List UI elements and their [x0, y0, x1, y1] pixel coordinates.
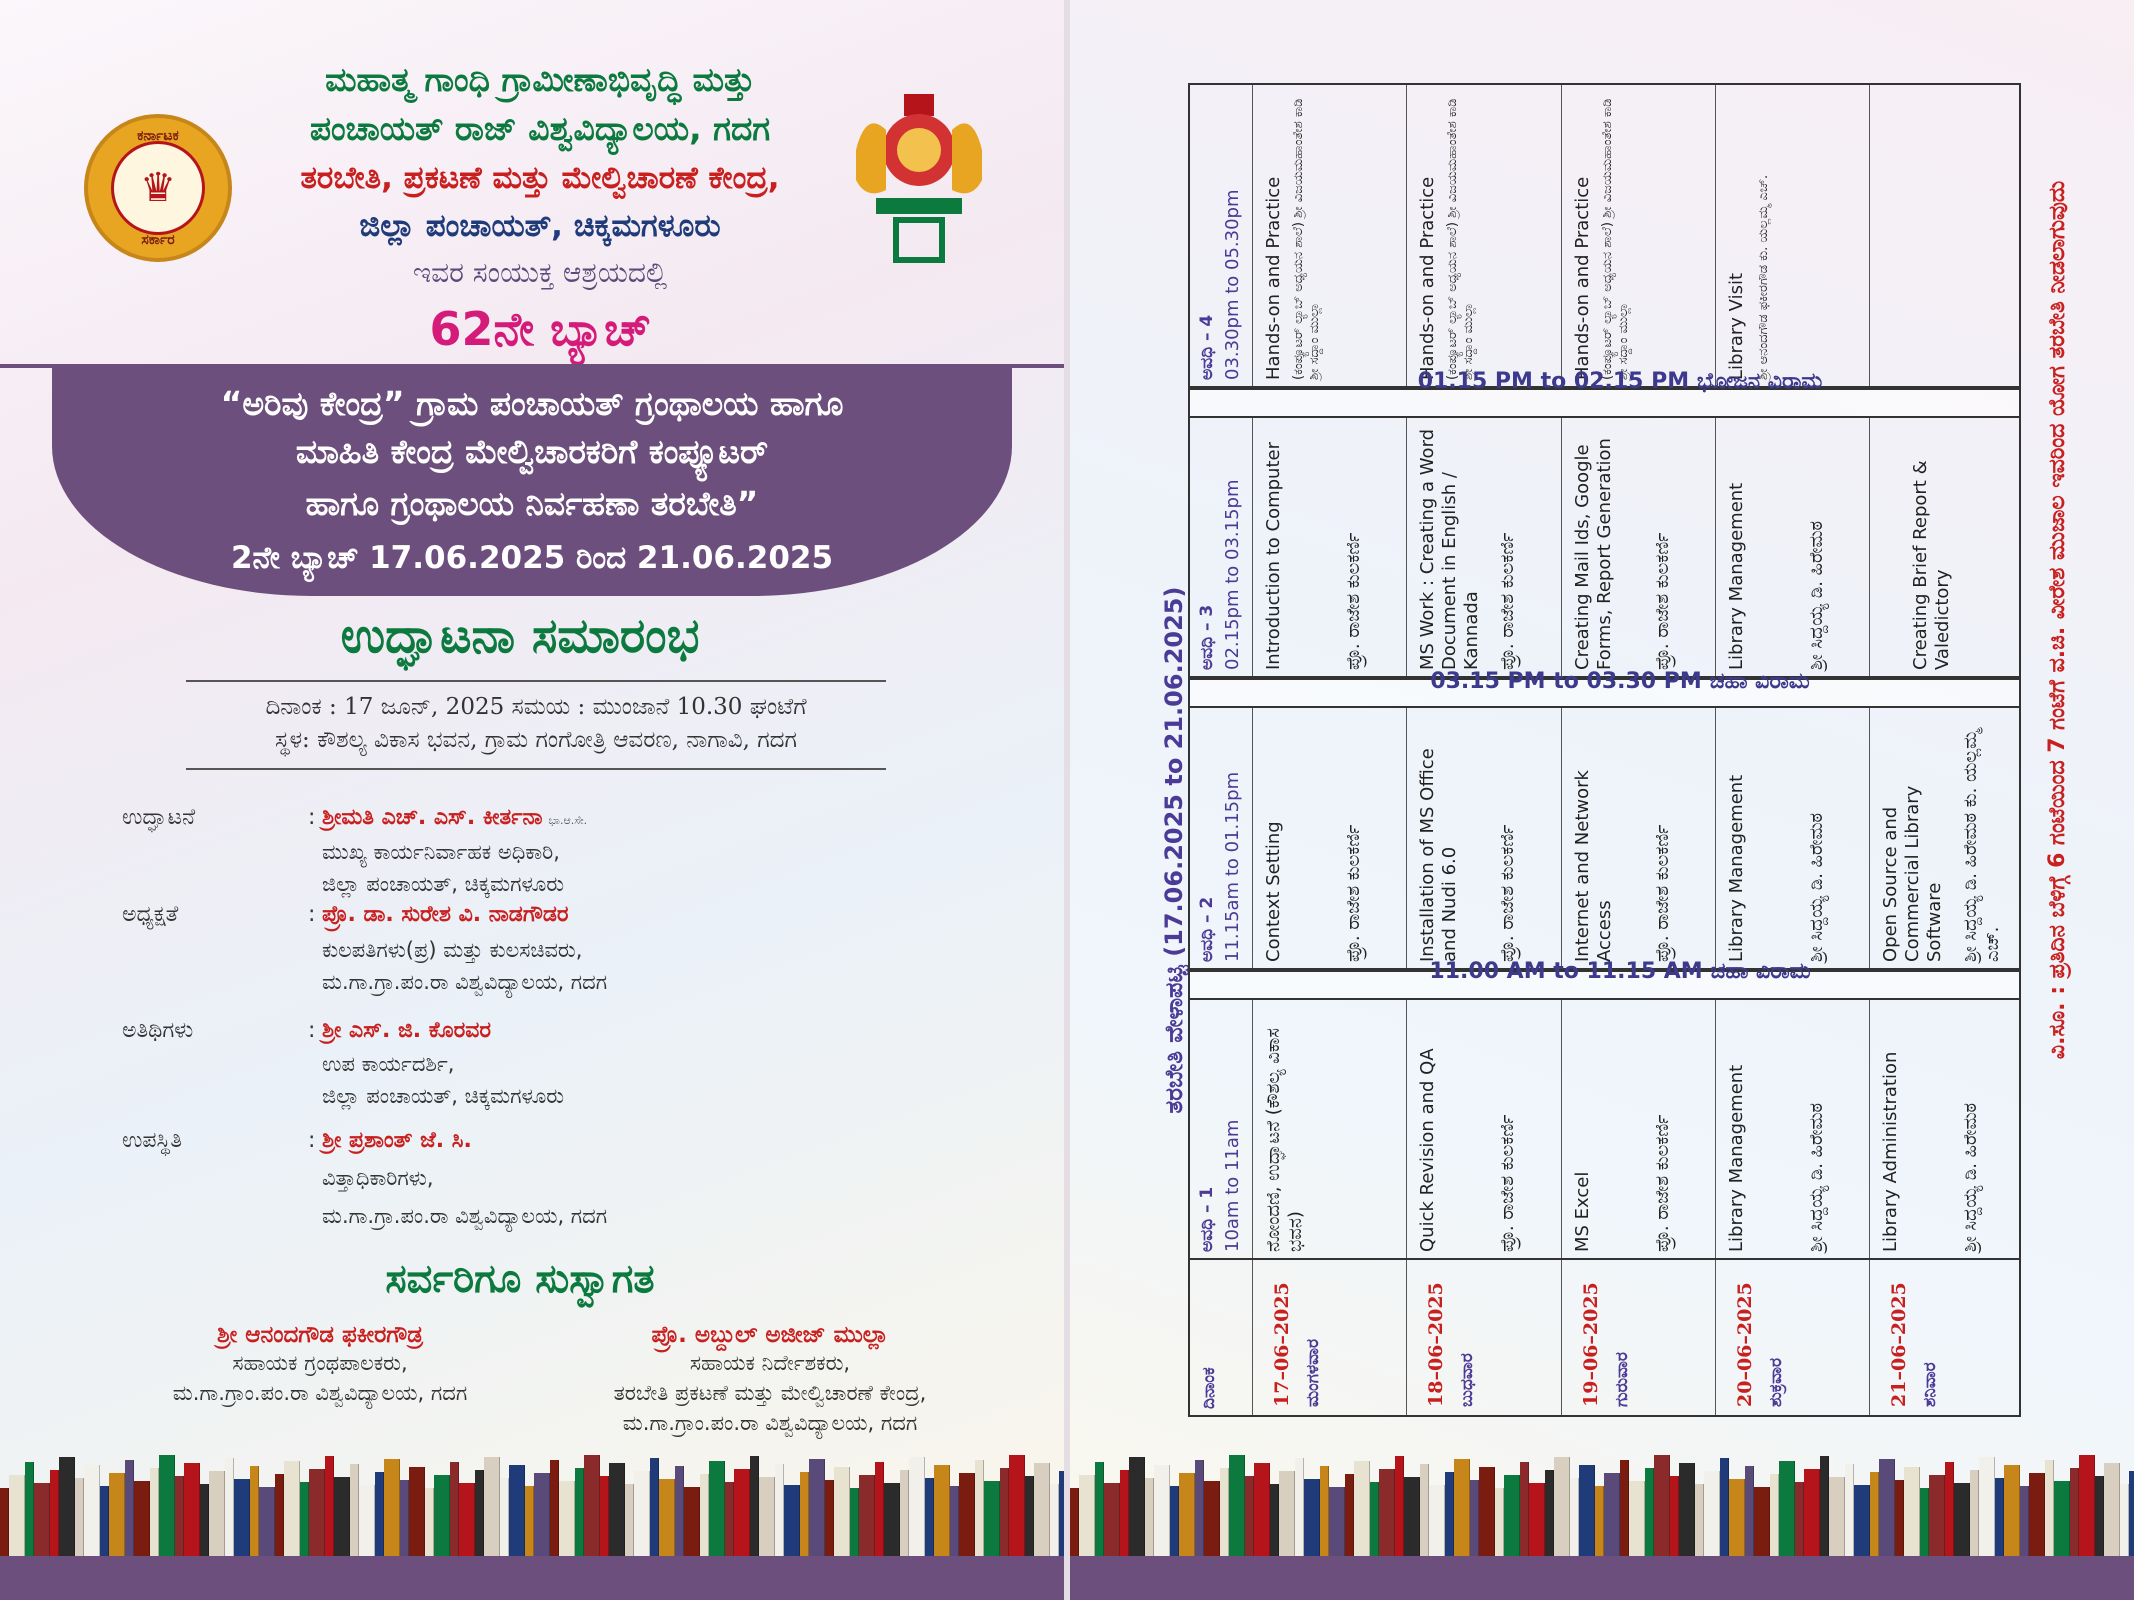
book-spine	[1754, 1487, 1770, 1558]
banner-line-2: ಮಾಹಿತಿ ಕೇಂದ್ರ ಮೇಲ್ವಿಚಾರಕರಿಗೆ ಕಂಪ್ಯೂಟರ್	[295, 432, 769, 471]
book-spine	[409, 1467, 425, 1558]
tea-break-2	[1190, 678, 2019, 708]
role-label: ಅತಿಥಿಗಳು	[122, 1018, 194, 1043]
tea-break-label: 03.15 PM to 03.30 PM ಚಹಾ ವಿರಾಮ	[1430, 669, 1810, 694]
book-spine	[350, 1464, 359, 1558]
book-spine	[1320, 1466, 1329, 1558]
book-spine	[175, 1476, 184, 1558]
book-spine	[875, 1462, 884, 1558]
book-spine	[134, 1481, 150, 1558]
footer-strip	[0, 1556, 1064, 1600]
book-spine	[784, 1485, 800, 1558]
book-spine	[1670, 1476, 1679, 1558]
role-label: ಉಪಸ್ಥಿತಿ	[122, 1128, 183, 1153]
yoga-note: ವಿ.ಸೂ. : ಪ್ರತಿದಿನ ಬೆಳಿಗ್ಗೆ 6 ಗಂಟೆಯಿಂದ 7 ಗಂಟೆಗೆ ವ.ಚಿ. ವೀರೇಶ ಮುಜಾಲ ಇವರಿಂದ ಯೋಗ ತರಬೇತಿ ನೀಡಲಾಗುವುದು	[2045, 180, 2070, 1060]
book-spine	[2120, 1484, 2129, 1558]
book-spine	[2054, 1481, 2070, 1558]
book-spine	[2004, 1465, 2020, 1558]
book-spine	[525, 1486, 534, 1558]
book-spine	[1245, 1476, 1254, 1558]
book-spine	[1579, 1465, 1595, 1558]
book-spine	[400, 1480, 409, 1558]
right-panel	[1070, 0, 2134, 1600]
book-spine	[1979, 1457, 1995, 1558]
book-spine	[1795, 1482, 1804, 1558]
lunch-break	[1190, 388, 2019, 418]
book-spine	[834, 1467, 850, 1558]
banner-line-3: ಹಾಗೂ ಗ್ರಂಥಾಲಯ ನಿರ್ವಹಣಾ ತರಬೇತಿ”	[305, 484, 759, 523]
book-spine	[434, 1475, 450, 1558]
book-spine	[859, 1475, 875, 1558]
schedule-table	[1188, 83, 2021, 1417]
book-spine	[609, 1463, 625, 1558]
book-spine	[1179, 1473, 1195, 1558]
book-spine	[1295, 1458, 1304, 1558]
book-spine	[534, 1473, 550, 1558]
person-title: ಮುಖ್ಯ ಕಾರ್ಯನಿರ್ವಾಹಕ ಅಧಿಕಾರಿ,	[322, 840, 560, 864]
book-spine	[1920, 1488, 1929, 1558]
book-spine	[550, 1460, 559, 1558]
person-title: ಉಪ ಕಾರ್ಯದರ್ಶಿ,	[322, 1052, 455, 1076]
book-spine	[1145, 1478, 1154, 1558]
book-spine	[1154, 1465, 1170, 1558]
book-spine	[1529, 1483, 1545, 1558]
book-spine	[1495, 1488, 1504, 1558]
book-spine	[1104, 1483, 1120, 1558]
university-emblem-icon	[846, 90, 992, 270]
book-spine	[709, 1461, 725, 1558]
person-title: ವಿತ್ತಾಧಿಕಾರಿಗಳು,	[322, 1166, 434, 1190]
book-spine	[1395, 1456, 1404, 1558]
book-spine	[500, 1478, 509, 1558]
book-spine	[1000, 1468, 1009, 1558]
book-spine	[1870, 1472, 1879, 1558]
book-spine	[809, 1459, 825, 1558]
book-spine	[1604, 1473, 1620, 1558]
book-spine	[200, 1484, 209, 1558]
book-spine	[959, 1473, 975, 1558]
book-spine	[459, 1483, 475, 1558]
seal-text-bottom: ಸರ್ಕಾರ	[141, 232, 175, 248]
book-spine	[925, 1478, 934, 1558]
book-spine	[1545, 1470, 1554, 1558]
book-spine	[34, 1483, 50, 1558]
book-spine	[1479, 1467, 1495, 1558]
book-spine	[275, 1474, 284, 1558]
book-spine	[384, 1459, 400, 1558]
book-spine	[1329, 1487, 1345, 1558]
book-spine	[584, 1455, 600, 1558]
book-spine	[909, 1457, 925, 1558]
person-name: ಶ್ರೀಮತಿ ಎಚ್. ಎಸ್. ಕೀರ್ತನಾ ಭಾ.ಆ.ಸೇ.	[322, 805, 588, 830]
person-title: ಮ.ಗಾ.ಗ್ರಾ.ಪಂ.ರಾ ವಿಶ್ವವಿದ್ಯಾಲಯ, ಗದಗ	[322, 1204, 608, 1228]
book-spine	[2079, 1455, 2095, 1558]
book-spine	[1954, 1483, 1970, 1558]
book-spine	[1429, 1485, 1445, 1558]
tea-break-1	[1190, 970, 2019, 1000]
role-label: ಉದ್ಘಾಟನೆ	[122, 805, 196, 830]
book-spine	[1945, 1462, 1954, 1558]
book-spine	[84, 1465, 100, 1558]
book-spine	[334, 1477, 350, 1558]
book-spine	[775, 1464, 784, 1558]
book-spine	[1345, 1474, 1354, 1558]
org-line-4: ಜಿಲ್ಲಾ ಪಂಚಾಯತ್, ಚಿಕ್ಕಮಗಳೂರು	[359, 208, 721, 244]
book-spine	[250, 1466, 259, 1558]
karnataka-seal-icon: ಕರ್ನಾಟಕ ♛ ಸರ್ಕಾರ	[84, 114, 232, 262]
session-4-column: ಅವಧಿ – 4 03.30pm to 05.30pm Hands-on and Practice (ಕಂಪ್ಯೂಟರ್ ಲ್ಯಾಬ್ ಅಧ್ಯಯನ ಶಾಲೆ) ಶ್ರೀ ವಿಜಯಮಹಾಂತೇಶ ಕಾಡಿ ಶ್ರೀ ಸದ್ದಾಂ ಮುಲ್ಲಾ Hands-on and Practice (ಕಂಪ್ಯೂಟರ್ ಲ್ಯಾಬ್ ಅಧ್ಯಯನ ಶಾಲೆ) ಶ್ರೀ ವಿಜಯಮಹಾಂತೇಶ ಕಾಡಿ ಶ್ರೀ ಸದ್ದಾಂ ಮುಲ್ಲಾ Hands-on and Practice (ಕಂಪ್ಯೂಟರ್ ಲ್ಯಾಬ್ ಅಧ್ಯಯನ ಶಾಲೆ) ಶ್ರೀ ವಿಜಯಮಹಾಂತೇಶ ಕಾಡಿ ಶ್ರೀ ಸದ್ದಾಂ ಮುಲ್ಲಾ Library Visit ಶ್ರೀ ಆನಂದಗೌಡ ಫಕೀರಗೌಡ ಕು. ಯಲ್ಲಮ್ಮ ಎಚ್.	[1190, 85, 2019, 388]
book-spine	[575, 1468, 584, 1558]
book-spine	[1645, 1468, 1654, 1558]
book-spine	[700, 1474, 709, 1558]
left-panel: ಕರ್ನಾಟಕ ♛ ಸರ್ಕಾರ ಮಹಾತ್ಮ ಗಾಂಧಿ ಗ್ರಾಮೀಣಾಭಿವೃದ್ಧಿ ಮತ್ತು ಪಂಚಾಯತ್ ರಾಜ್ ವಿಶ್ವವಿದ್ಯಾಲಯ, ಗದಗ ತರಬೇತಿ, ಪ್ರಕಟಣೆ ಮತ್ತು ಮೇಲ್ವಿಚಾರಣೆ ಕೇಂದ್ರ, ಜಿಲ್ಲಾ ಪಂಚಾಯತ್, ಚಿಕ್ಕಮಗಳೂರು ಇವರ ಸಂಯುಕ್ತ ಆಶ್ರಯದಲ್ಲಿ 62ನೇ ಬ್ಯಾಚ್ “ಅರಿವು ಕೇಂದ್ರ” ಗ್ರಾಮ ಪಂಚಾಯತ್ ಗ್ರಂಥಾಲಯ ಹಾಗೂ ಮಾಹಿತಿ ಕೇಂದ್ರ ಮೇಲ್ವಿಚಾರಕರಿಗೆ ಕಂಪ್ಯೂಟರ್ ಹಾಗೂ ಗ್ರಂಥಾಲಯ ನಿರ್ವಹಣಾ ತರಬೇತಿ” 2ನೇ ಬ್ಯಾಚ್ 17.06.2025 ರಿಂದ 21.06.2025 ಉದ್ಘಾಟನಾ ಸಮಾರಂಭ ದಿನಾಂಕ : 17 ಜೂನ್, 2025 ಸಮಯ : ಮುಂಜಾನೆ 10.30 ಘಂಟೆಗೆ ಸ್ಥಳ: ಕೌಶಲ್ಯ ವಿಕಾಸ ಭವನ, ಗ್ರಾಮ ಗಂಗೋತ್ರಿ ಆವರಣ, ನಾಗಾವಿ, ಗದಗ ಉದ್ಘಾಟನೆ : ಶ್ರೀಮತಿ ಎಚ್. ಎಸ್. ಕೀರ್ತನಾ ಭಾ.ಆ.ಸೇ. ಮುಖ್ಯ ಕಾರ್ಯನಿರ್ವಾಹಕ ಅಧಿಕಾರಿ, ಜಿಲ್ಲಾ ಪಂಚಾಯತ್, ಚಿಕ್ಕಮಗಳೂರು ಅಧ್ಯಕ್ಷತೆ : ಪ್ರೊ. ಡಾ. ಸುರೇಶ ವಿ. ನಾಡಗೌಡರ ಕುಲಪತಿಗಳು(ಪ್ರ) ಮತ್ತು ಕುಲಸಚಿವರು, ಮ.ಗಾ.ಗ್ರಾ.ಪಂ.ರಾ ವಿಶ್ವವಿದ್ಯಾಲಯ, ಗದಗ ಅತಿಥಿಗಳು : ಶ್ರೀ ಎಸ್. ಜಿ. ಕೊರವರ ಉಪ ಕಾರ್ಯದರ್ಶಿ, ಜಿಲ್ಲಾ ಪಂಚಾಯತ್, ಚಿಕ್ಕಮಗಳೂರು ಉಪಸ್ಥಿತಿ : ಶ್ರೀ ಪ್ರಶಾಂತ್ ಜೆ. ಸಿ. ವಿತ್ತಾಧಿಕಾರಿಗಳು, ಮ.ಗಾ.ಗ್ರಾ.ಪಂ.ರಾ ವಿಶ್ವವಿದ್ಯಾಲಯ, ಗದಗ ಸರ್ವರಿಗೂ ಸುಸ್ವಾಗತ ಶ್ರೀ ಆನಂದಗೌಡ ಫಕೀರಗೌಡ್ರ ಸಹಾಯಕ ಗ್ರಂಥಪಾಲಕರು, ಮ.ಗಾ.ಗ್ರಾಂ.ಪಂ.ರಾ ವಿಶ್ವವಿದ್ಯಾಲಯ, ಗದಗ ಪ್ರೊ. ಅಬ್ದುಲ್ ಅಜೀಜ್ ಮುಲ್ಲಾ ಸಹಾಯಕ ನಿರ್ದೇಶಕರು, ತರಬೇತಿ ಪ್ರಕಟಣೆ ಮತ್ತು ಮೇಲ್ವಿಚಾರಣೆ ಕೇಂದ್ರ, ಮ.ಗಾ.ಗ್ರಾಂ.ಪಂ.ರಾ ವಿಶ್ವವಿದ್ಯಾಲಯ, ಗದಗ	[0, 0, 1064, 1600]
book-spine	[1220, 1468, 1229, 1558]
book-spine	[1229, 1455, 1245, 1558]
book-spine	[1929, 1475, 1945, 1558]
book-spine	[1120, 1470, 1129, 1558]
book-spine	[1829, 1477, 1845, 1558]
book-spine	[50, 1470, 59, 1558]
book-spine	[475, 1470, 484, 1558]
book-spine	[1729, 1479, 1745, 1558]
bookshelf-illustration	[0, 1452, 1064, 1558]
lunch-break-label: 01.15 PM to 02.15 PM ಭೋಜನ ವಿರಾಮ	[1417, 369, 1823, 394]
tea-break-label: 11.00 AM to 11.15 AM ಚಹಾ ವಿರಾಮ	[1429, 959, 1811, 984]
book-spine	[2045, 1460, 2054, 1558]
book-spine	[509, 1465, 525, 1558]
date-column: ದಿನಾಂಕ 17–06–2025 ಮಂಗಳವಾರ 18–06–2025 ಬುಧವಾರ 19–06–2025 ಗುರುವಾರ 20–06–2025 ಶುಕ್ರವಾರ 21–06–2025 ಶನಿವಾರ	[1190, 1260, 2019, 1415]
book-spine	[450, 1462, 459, 1558]
batch-title: 62ನೇ ಬ್ಯಾಚ್	[429, 302, 651, 356]
divider	[186, 680, 886, 682]
book-spine	[1904, 1467, 1920, 1558]
book-spine	[1570, 1478, 1579, 1558]
book-spine	[850, 1488, 859, 1558]
org-line-5: ಇವರ ಸಂಯುಕ್ತ ಆಶ್ರಯದಲ್ಲಿ	[412, 256, 668, 289]
book-spine	[359, 1485, 375, 1558]
book-spine	[1779, 1461, 1795, 1558]
seal-text-top: ಕರ್ನಾಟಕ	[137, 128, 179, 144]
book-spine	[950, 1486, 959, 1558]
org-line-3: ತರಬೇತಿ, ಪ್ರಕಟಣೆ ಮತ್ತು ಮೇಲ್ವಿಚಾರಣೆ ಕೇಂದ್ರ,	[300, 160, 780, 196]
session-1-column: ಅವಧಿ – 1 10am to 11am ನೋಂದಣಿ, ಉದ್ಘಾಟನೆ (ಕೌಶಲ್ಯ ವಿಕಾಸ ಭವನ) Quick Revision and QA ಪ್ರೊ. ರಾಜೇಶ ಕುಲಕರ್ಣಿ MS Excel ಪ್ರೊ. ರಾಜೇಶ ಕುಲಕರ್ಣಿ Library Management ಶ್ರೀ ಸಿದ್ದಯ್ಯ ಡಿ. ಹಿರೇಮಠ Library Administration ಶ್ರೀ ಸಿದ್ದಯ್ಯ ಡಿ. ಹಿರೇಮಠ	[1190, 1000, 2019, 1260]
book-spine	[1820, 1456, 1829, 1558]
book-spine	[634, 1471, 650, 1558]
book-spine	[900, 1470, 909, 1558]
book-spine	[1279, 1471, 1295, 1558]
book-spine	[234, 1479, 250, 1558]
book-spine	[1204, 1481, 1220, 1558]
book-spine	[1895, 1480, 1904, 1558]
schedule-title: ತರಬೇತಿ ವೇಳಾಪಟ್ಟಿ (17.06.2025 to 21.06.2025)	[1160, 586, 1188, 1114]
book-spine	[9, 1475, 25, 1558]
divider	[186, 768, 886, 770]
book-spine	[184, 1463, 200, 1558]
session-3-column: ಅವಧಿ – 3 02.15pm to 03.15pm Introduction to Computer ಪ್ರೊ. ರಾಜೇಶ ಕುಲಕರ್ಣಿ MS Work : Creating a Word Document in English / Kannada ಪ್ರೊ. ರಾಜೇಶ ಕುಲಕರ್ಣಿ Creating Mail Ids, Google Forms, Report Generation ಪ್ರೊ. ರಾಜೇಶ ಕುಲಕರ್ಣಿ Library Management ಶ್ರೀ ಸಿದ್ದಯ್ಯ ಡಿ. ಹಿರೇಮಠ Creating Brief Report & Valedictory	[1190, 418, 2019, 678]
book-spine	[1554, 1457, 1570, 1558]
signatory-1: ಶ್ರೀ ಆನಂದಗೌಡ ಫಕೀರಗೌಡ್ರ ಸಹಾಯಕ ಗ್ರಂಥಪಾಲಕರು, ಮ.ಗಾ.ಗ್ರಾಂ.ಪಂ.ರಾ ವಿಶ್ವವಿದ್ಯಾಲಯ, ಗದಗ	[172, 1322, 468, 1405]
book-spine	[1095, 1462, 1104, 1558]
book-spine	[309, 1469, 325, 1558]
book-spine	[684, 1487, 700, 1558]
venue-line: ಸ್ಥಳ: ಕೌಶಲ್ಯ ವಿಕಾಸ ಭವನ, ಗ್ರಾಮ ಗಂಗೋತ್ರಿ ಆವರಣ, ನಾಗಾವಿ, ಗದಗ	[275, 727, 797, 753]
book-spine	[1679, 1463, 1695, 1558]
book-spine	[1520, 1462, 1529, 1558]
book-spine	[484, 1457, 500, 1558]
banner-dates: 2ನೇ ಬ್ಯಾಚ್ 17.06.2025 ರಿಂದ 21.06.2025	[230, 540, 834, 576]
book-spine	[425, 1488, 434, 1558]
book-spine	[1009, 1455, 1025, 1558]
book-spine	[2095, 1476, 2104, 1558]
banner-line-1: “ಅರಿವು ಕೇಂದ್ರ” ಗ್ರಾಮ ಪಂಚಾಯತ್ ಗ್ರಂಥಾಲಯ ಹಾಗೂ	[220, 384, 844, 423]
book-spine	[259, 1487, 275, 1558]
book-spine	[1970, 1470, 1979, 1558]
book-spine	[2029, 1473, 2045, 1558]
book-spine	[1195, 1460, 1204, 1558]
book-spine	[725, 1482, 734, 1558]
book-spine	[600, 1476, 609, 1558]
inauguration-title: ಉದ್ಘಾಟನಾ ಸಮಾರಂಭ	[340, 608, 700, 664]
book-spine	[375, 1472, 384, 1558]
book-spine	[1770, 1474, 1779, 1558]
book-spine	[150, 1468, 159, 1558]
book-spine	[1034, 1463, 1050, 1558]
book-spine	[1995, 1478, 2004, 1558]
book-spine	[59, 1457, 75, 1558]
book-spine	[1370, 1482, 1379, 1558]
book-spine	[159, 1455, 175, 1558]
org-line-2: ಪಂಚಾಯತ್ ರಾಜ್ ವಿಶ್ವವಿದ್ಯಾಲಯ, ಗದಗ	[309, 109, 771, 148]
person-title: ಕುಲಪತಿಗಳು(ಪ್ರ) ಮತ್ತು ಕುಲಸಚಿವರು,	[322, 938, 583, 962]
person-title: ಜಿಲ್ಲಾ ಪಂಚಾಯತ್, ಚಿಕ್ಕಮಗಳೂರು	[322, 872, 565, 896]
book-spine	[1420, 1464, 1429, 1558]
book-spine	[1704, 1471, 1720, 1558]
book-spine	[1845, 1464, 1854, 1558]
book-spine	[1879, 1459, 1895, 1558]
book-spine	[125, 1460, 134, 1558]
book-spine	[759, 1477, 775, 1558]
book-spine	[1595, 1486, 1604, 1558]
book-spine	[1404, 1477, 1420, 1558]
signatory-2: ಪ್ರೊ. ಅಬ್ದುಲ್ ಅಜೀಜ್ ಮುಲ್ಲಾ ಸಹಾಯಕ ನಿರ್ದೇಶಕರು, ತರಬೇತಿ ಪ್ರಕಟಣೆ ಮತ್ತು ಮೇಲ್ವಿಚಾರಣೆ ಕೇಂದ್ರ, ಮ.ಗಾ.ಗ್ರಾಂ.ಪಂ.ರಾ ವಿಶ್ವವಿದ್ಯಾಲಯ, ಗದಗ	[613, 1322, 927, 1435]
book-spine	[284, 1461, 300, 1558]
footer-strip	[1070, 1556, 2134, 1600]
book-spine	[1270, 1484, 1279, 1558]
book-spine	[109, 1473, 125, 1558]
session-2-column: ಅವಧಿ – 2 11.15am to 01.15pm Context Setting ಪ್ರೊ. ರಾಜೇಶ ಕುಲಕರ್ಣಿ Installation of MS Office and Nudi 6.0 ಪ್ರೊ. ರಾಜೇಶ ಕುಲಕರ್ಣಿ Internet and Network Access ಪ್ರೊ. ರಾಜೇಶ ಕುಲಕರ್ಣಿ Library Management ಶ್ರೀ ಸಿದ್ದಯ್ಯ ಡಿ. ಹಿರೇಮಠ Open Source and Commercial Library Software ಶ್ರೀ ಸಿದ್ದಯ್ಯ ಡಿ. ಹಿರೇಮಠ ಕು. ಯಲ್ಲಮ್ಮ ಎಚ್.	[1190, 708, 2019, 970]
book-spine	[1470, 1480, 1479, 1558]
book-spine	[2129, 1471, 2134, 1558]
book-spine	[625, 1484, 634, 1558]
book-spine	[1445, 1472, 1454, 1558]
bookshelf-illustration	[1070, 1452, 2134, 1558]
book-spine	[750, 1456, 759, 1558]
book-spine	[1079, 1475, 1095, 1558]
book-spine	[1354, 1461, 1370, 1558]
book-spine	[1629, 1481, 1645, 1558]
book-spine	[1129, 1457, 1145, 1558]
book-spine	[209, 1471, 225, 1558]
book-spine	[884, 1483, 900, 1558]
book-spine	[25, 1462, 34, 1558]
book-spine	[1254, 1463, 1270, 1558]
book-spine	[800, 1472, 809, 1558]
book-spine	[1804, 1469, 1820, 1558]
role-label: ಅಧ್ಯಕ್ಷತೆ	[122, 902, 179, 927]
book-spine	[734, 1469, 750, 1558]
book-spine	[984, 1481, 1000, 1558]
person-title: ಜಿಲ್ಲಾ ಪಂಚಾಯತ್, ಚಿಕ್ಕಮಗಳೂರು	[322, 1084, 565, 1108]
book-spine	[1854, 1485, 1870, 1558]
book-spine	[1025, 1476, 1034, 1558]
welcome-text: ಸರ್ವರಿಗೂ ಸುಸ್ವಾಗತ	[385, 1256, 655, 1302]
book-spine	[1170, 1486, 1179, 1558]
book-spine	[1050, 1484, 1059, 1558]
book-spine	[559, 1481, 575, 1558]
book-spine	[1720, 1458, 1729, 1558]
book-spine	[825, 1480, 834, 1558]
book-spine	[975, 1460, 984, 1558]
book-spine	[2070, 1468, 2079, 1558]
book-spine	[659, 1479, 675, 1558]
book-spine	[1504, 1475, 1520, 1558]
person-title: ಮ.ಗಾ.ಗ್ರಾ.ಪಂ.ರಾ ವಿಶ್ವವಿದ್ಯಾಲಯ, ಗದಗ	[322, 970, 608, 994]
date-line: ದಿನಾಂಕ : 17 ಜೂನ್, 2025 ಸಮಯ : ಮುಂಜಾನೆ 10.30 ಘಂಟೆಗೆ	[265, 694, 807, 720]
book-spine	[2020, 1486, 2029, 1558]
book-spine	[300, 1482, 309, 1558]
book-spine	[1454, 1459, 1470, 1558]
book-spine	[650, 1458, 659, 1558]
book-spine	[1695, 1484, 1704, 1558]
book-spine	[100, 1486, 109, 1558]
book-spine	[325, 1456, 334, 1558]
person-name: ಶ್ರೀ ಪ್ರಶಾಂತ್ ಜೆ. ಸಿ.	[322, 1128, 472, 1153]
person-name: ಶ್ರೀ ಎಸ್. ಜಿ. ಕೊರವರ	[322, 1018, 491, 1043]
person-name: ಪ್ರೊ. ಡಾ. ಸುರೇಶ ವಿ. ನಾಡಗೌಡರ	[322, 902, 569, 927]
book-spine	[1620, 1460, 1629, 1558]
book-spine	[934, 1465, 950, 1558]
book-spine	[225, 1458, 234, 1558]
schedule-rotated	[1070, 0, 2134, 1600]
book-spine	[1745, 1466, 1754, 1558]
book-spine	[675, 1466, 684, 1558]
book-spine	[2104, 1463, 2120, 1558]
book-spine	[1379, 1469, 1395, 1558]
org-line-1: ಮಹಾತ್ಮ ಗಾಂಧಿ ಗ್ರಾಮೀಣಾಭಿವೃದ್ಧಿ ಮತ್ತು	[325, 60, 755, 99]
book-spine	[75, 1478, 84, 1558]
book-spine	[0, 1488, 9, 1558]
book-spine	[1070, 1488, 1079, 1558]
book-spine	[1304, 1479, 1320, 1558]
book-spine	[1654, 1455, 1670, 1558]
